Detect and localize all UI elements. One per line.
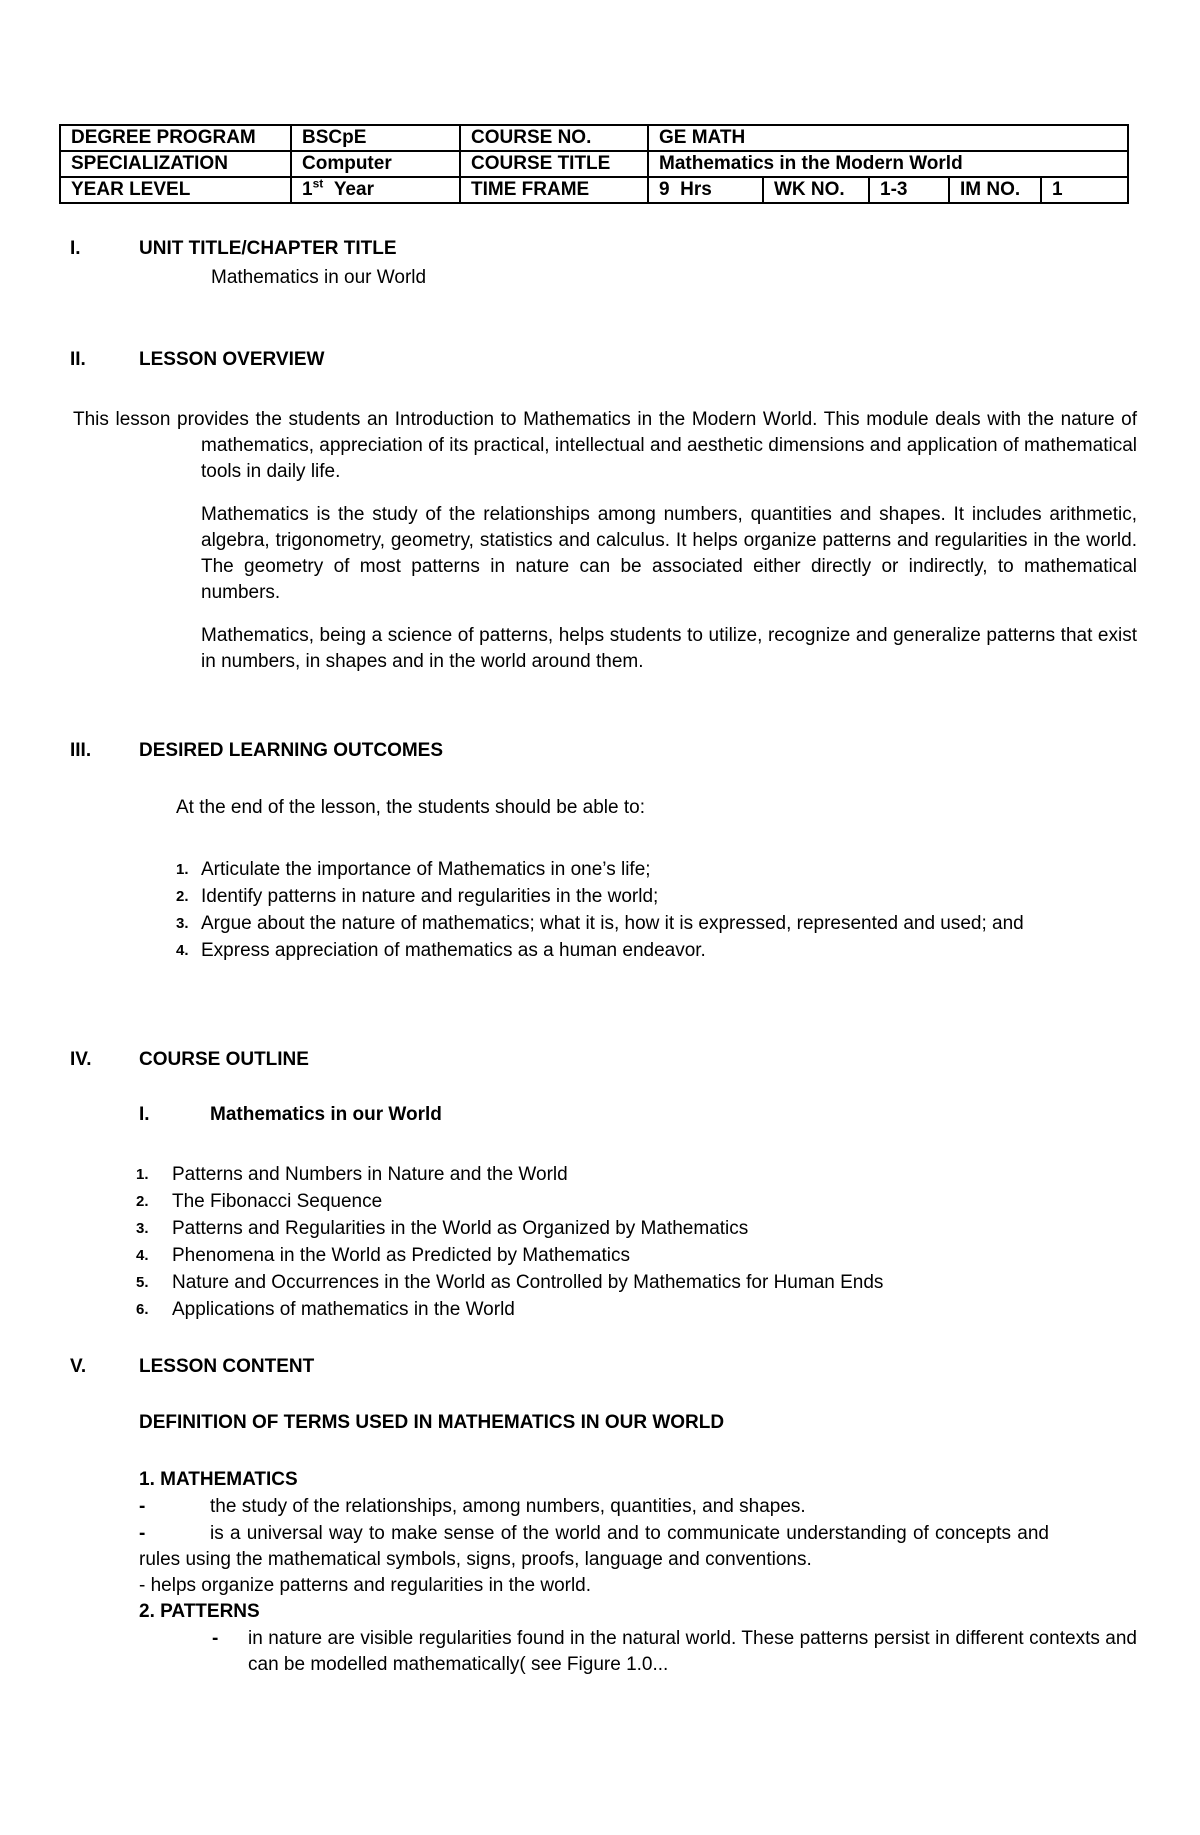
course-title-label: COURSE TITLE bbox=[460, 151, 648, 177]
list-item: 2. The Fibonacci Sequence bbox=[136, 1191, 383, 1212]
course-title-value: Mathematics in the Modern World bbox=[648, 151, 1128, 177]
subsection-title: Mathematics in our World bbox=[210, 1104, 442, 1125]
subsection-number: I. bbox=[139, 1104, 150, 1125]
year-number: 1 bbox=[302, 179, 313, 200]
section-heading: UNIT TITLE/CHAPTER TITLE bbox=[139, 238, 397, 259]
term-patterns: 2. PATTERNS bbox=[139, 1601, 260, 1622]
bullet-dash: - bbox=[139, 1496, 146, 1517]
bullet-dash: - bbox=[139, 1523, 146, 1544]
table-row bbox=[60, 151, 1128, 177]
list-item: 6. Applications of mathematics in the World bbox=[136, 1299, 515, 1320]
section-heading: LESSON OVERVIEW bbox=[139, 349, 325, 370]
section-number: V. bbox=[70, 1356, 87, 1377]
list-item: 4. Phenomena in the World as Predicted by Mathematics bbox=[136, 1245, 630, 1266]
table-row bbox=[60, 177, 1128, 203]
time-frame-value: 9 Hrs bbox=[648, 177, 763, 203]
outcomes-intro: At the end of the lesson, the students should be able to: bbox=[176, 797, 645, 818]
list-item: 2. Identify patterns in nature and regularities in the world; bbox=[176, 886, 659, 907]
list-item: 5. Nature and Occurrences in the World as Controlled by Mathematics for Human Ends bbox=[136, 1272, 884, 1293]
unit-title-text: Mathematics in our World bbox=[211, 267, 427, 288]
table-row bbox=[60, 125, 1128, 151]
patterns-definition: in nature are visible regularities found in the natural world. These patterns persist in different contexts and can be modelled mathematically( see Figure 1.0... bbox=[248, 1628, 1137, 1675]
degree-program-label: DEGREE PROGRAM bbox=[60, 125, 291, 151]
section-heading: DESIRED LEARNING OUTCOMES bbox=[139, 740, 444, 761]
bullet-dash: - bbox=[212, 1628, 219, 1649]
week-number-label: WK NO. bbox=[763, 177, 869, 203]
course-info-table bbox=[59, 124, 1129, 204]
list-item: 1. Patterns and Numbers in Nature and the World bbox=[136, 1164, 568, 1185]
section-number: II. bbox=[70, 349, 86, 370]
section-number: I. bbox=[70, 238, 81, 259]
im-number-label: IM NO. bbox=[949, 177, 1041, 203]
specialization-label: SPECIALIZATION bbox=[60, 151, 291, 177]
degree-program-value: BSCpE bbox=[291, 125, 460, 151]
mathematics-definition-3: - helps organize patterns and regularities in the world. bbox=[139, 1575, 592, 1596]
mathematics-definition-2: is a universal way to make sense of the world and to communicate understanding of concepts and rules using the mathematical symbols, signs, proofs, language and conventions. bbox=[139, 1523, 1049, 1570]
definitions-heading: DEFINITION OF TERMS USED IN MATHEMATICS IN OUR WORLD bbox=[139, 1412, 725, 1433]
section-number: IV. bbox=[70, 1049, 92, 1070]
section-heading: LESSON CONTENT bbox=[139, 1356, 315, 1377]
year-level-label: YEAR LEVEL bbox=[60, 177, 291, 203]
term-mathematics: 1. MATHEMATICS bbox=[139, 1469, 298, 1490]
outline-list bbox=[136, 1161, 1132, 1323]
section-number: III. bbox=[70, 740, 92, 761]
overview-paragraph-2: Mathematics is the study of the relationships among numbers, quantities and shapes. It includes arithmetic, algebra, trigonometry, geometry, statistics and calculus. It helps organize patterns and regularities in the world. The geometry of most patterns in nature can be associated either directly or indirectly, to mathematical numbers. bbox=[201, 504, 1137, 603]
year-ordinal-suffix: st bbox=[312, 177, 324, 191]
course-no-label: COURSE NO. bbox=[460, 125, 648, 151]
section-heading: COURSE OUTLINE bbox=[139, 1049, 309, 1070]
im-number-value: 1 bbox=[1041, 177, 1128, 203]
year-level-value bbox=[291, 177, 460, 203]
list-item: 1. Articulate the importance of Mathematics in one’s life; bbox=[176, 859, 651, 880]
week-number-value: 1-3 bbox=[869, 177, 949, 203]
course-no-value: GE MATH bbox=[648, 125, 1128, 151]
overview-paragraph-3: Mathematics, being a science of patterns, helps students to utilize, recognize and generalize patterns that exist in numbers, in shapes and in the world around them. bbox=[201, 625, 1137, 672]
specialization-value: Computer bbox=[291, 151, 460, 177]
mathematics-definition-1: the study of the relationships, among numbers, quantities, and shapes. bbox=[210, 1496, 806, 1517]
outcomes-list bbox=[176, 856, 1137, 964]
overview-paragraph-1: This lesson provides the students an Introduction to Mathematics in the Modern World. This module deals with the nature of mathematics, appreciation of its practical, intellectual and aesthetic dimensions and application of mathematical tools in daily life. bbox=[73, 409, 1137, 482]
year-word: Year bbox=[333, 179, 374, 200]
time-frame-label: TIME FRAME bbox=[460, 177, 648, 203]
list-item: 3. Patterns and Regularities in the World as Organized by Mathematics bbox=[136, 1218, 749, 1239]
list-item: 3. Argue about the nature of mathematics; what it is, how it is expressed, represented and used; and bbox=[176, 913, 1024, 934]
list-item: 4. Express appreciation of mathematics as a human endeavor. bbox=[176, 940, 706, 961]
